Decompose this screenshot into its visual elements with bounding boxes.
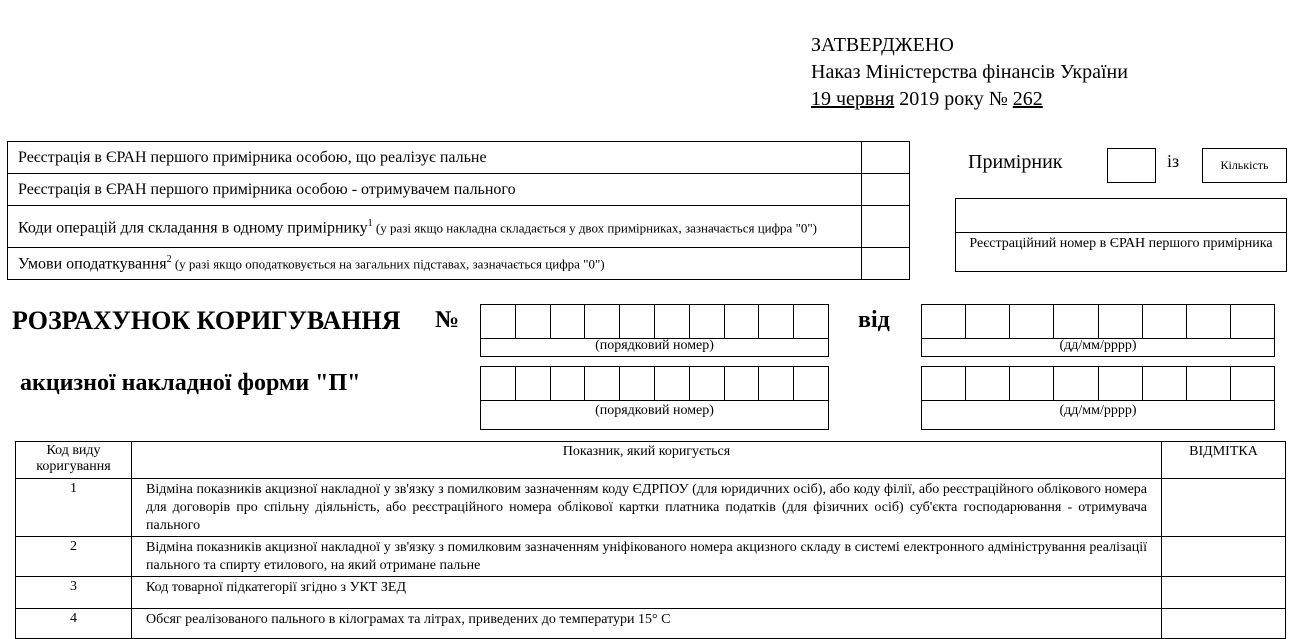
date-grid-2[interactable]	[921, 366, 1275, 401]
header-mark: ВІДМІТКА	[1162, 442, 1286, 479]
approval-date-year: 2019 року №	[899, 88, 1008, 110]
serial-number-grid-2[interactable]	[480, 366, 829, 401]
header-indicator: Показник, який коригується	[132, 442, 1162, 479]
row-mark-cell[interactable]	[1162, 537, 1286, 577]
approval-title: ЗАТВЕРДЖЕНО	[811, 34, 954, 56]
row-text: Відміна показників акцизної накладної у зв'язку з помилковим зазначенням коду ЄДРПОУ (для юридичних осіб), або коду філії, або реєстраційного облікового номера для договорів про спільну діяльність, або реєстраційного номера облікової картки платника податків (для фізичних осіб) суб'єкта господарювання - отримувача пального	[132, 479, 1162, 537]
copy-label: Примірник	[968, 151, 1063, 173]
row-text: Код товарної підкатегорії згідно з УКТ ЗЕД	[132, 577, 1162, 609]
quantity-box[interactable]: Кількість	[1202, 148, 1287, 183]
copy-number-box[interactable]	[1107, 148, 1156, 183]
registration-label: Коди операцій для складання в одному примірнику$^1$ (у разі якщо накладна складається у двох примірниках, зазначається цифра "0")	[8, 206, 862, 248]
row-code: 2	[16, 537, 132, 577]
reg-number-caption: Реєстраційний номер в ЄРАН першого примірника	[969, 236, 1273, 251]
serial-number-caption-2: (порядковий номер)	[480, 400, 829, 430]
from-label: від	[858, 307, 890, 333]
table-row	[16, 537, 1286, 577]
table-row	[16, 479, 1286, 537]
registration-input-box[interactable]	[862, 248, 910, 280]
registration-input-box[interactable]	[862, 206, 910, 248]
document-subtitle: акцизної накладної форми "П"	[20, 370, 361, 396]
approval-block	[811, 32, 1128, 113]
date-caption-2: (дд/мм/рррр)	[921, 400, 1275, 430]
registration-input-box[interactable]	[862, 142, 910, 174]
serial-number-caption-1: (порядковий номер)	[480, 338, 829, 357]
date-grid-1[interactable]	[921, 304, 1275, 339]
registration-label: Реєстрація в ЄРАН першого примірника особою, що реалізує пальне	[8, 142, 862, 174]
registration-label: Умови оподаткування$^2$ (у разі якщо оподатковується на загальних підставах, зазначається цифра "0")	[8, 248, 862, 280]
approval-date	[811, 86, 1128, 113]
approval-order: Наказ Міністерства фінансів України	[811, 61, 1128, 83]
row-mark-cell[interactable]	[1162, 577, 1286, 609]
correction-table	[15, 441, 1286, 639]
registration-label: Реєстрація в ЄРАН першого примірника особою - отримувачем пального	[8, 174, 862, 206]
document-title: РОЗРАХУНОК КОРИГУВАННЯ	[12, 306, 401, 335]
reg-number-box[interactable]	[955, 198, 1287, 272]
row-mark-cell[interactable]	[1162, 479, 1286, 537]
row-text: Відміна показників акцизної накладної у зв'язку з помилковим зазначенням уніфікованого номера акцизного складу в системі електронного адміністрування реалізації пального та спирту етилового, на який отримане пальне	[132, 537, 1162, 577]
registration-row	[8, 206, 910, 248]
row-code: 1	[16, 479, 132, 537]
date-caption-1: (дд/мм/рррр)	[921, 338, 1275, 357]
table-row	[16, 609, 1286, 639]
table-header-row	[16, 442, 1286, 479]
header-code: Код виду коригування	[16, 442, 132, 479]
registration-row	[8, 174, 910, 206]
approval-order-number: 262	[1012, 88, 1043, 110]
registration-input-box[interactable]	[862, 174, 910, 206]
registration-row	[8, 142, 910, 174]
row-code: 4	[16, 609, 132, 639]
serial-number-grid-1[interactable]	[480, 304, 829, 339]
row-text: Обсяг реалізованого пального в кілограмах та літрах, приведених до температури 15° С	[132, 609, 1162, 639]
table-row	[16, 577, 1286, 609]
approval-date-day: 19 червня	[811, 88, 895, 110]
copy-of-label: із	[1167, 151, 1180, 171]
number-sign: №	[435, 307, 460, 333]
registration-row	[8, 248, 910, 280]
registration-table	[7, 141, 910, 280]
row-code: 3	[16, 577, 132, 609]
row-mark-cell[interactable]	[1162, 609, 1286, 639]
